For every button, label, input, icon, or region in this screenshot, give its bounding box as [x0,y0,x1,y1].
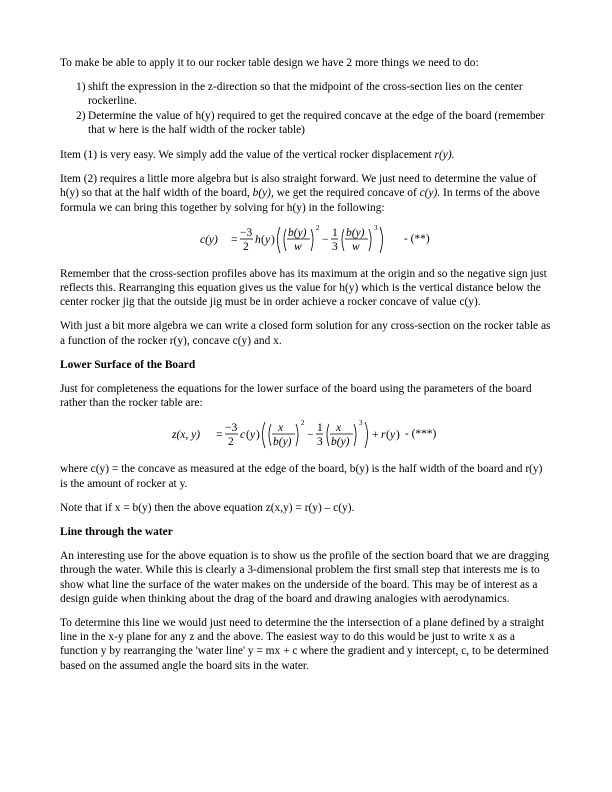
svg-text:1: 1 [317,422,323,435]
svg-text:x: x [336,422,342,435]
determine-paragraph: To determine this line we would just need to determine the the intersection of a plane defined by a straight line in the x-y plane for any z and the above. The easiest way to do this would be just to write x as a function y by rearranging the 'water line' y = mx + c where the gradient and y intercept, c, to be determined based on the assumed angle the board sits in the water. [60,617,549,672]
svg-text:w: w [352,240,360,253]
todo-list [60,80,552,137]
svg-text:2: 2 [228,436,234,449]
svg-text:): ) [271,233,275,246]
equation-concave [60,219,552,259]
heading-line-through-water: Line through the water [60,526,173,539]
remember-paragraph: Remember that the cross-section profiles above has its maximum at the origin and so the negative sign just reflects this. Rearranging this equation gives us the value for h(y) which is the vertical distance below the center rocker jig that the outside jig must be in order achieve a rocker concave of value c(y). [60,267,547,309]
item2-paragraph [60,172,552,215]
where-paragraph: where c(y) = the concave as measured at the edge of the board, b(y) is the half width of the board and r(y) is the amount of rocker at y. [60,463,543,490]
svg-text:3: 3 [332,240,338,253]
svg-text:2: 2 [243,240,249,253]
eq1-tag: - (**) [404,232,430,245]
list-item-text: Determine the value of h(y) required to get the required concave at the edge of the board (remember that w here is the half width of the rocker table) [88,109,545,136]
svg-text:−3: −3 [225,422,238,435]
svg-text:y: y [250,429,256,442]
interesting-paragraph: An interesting use for the above equation is to show us the profile of the section board that we are dragging through the water. While this is clearly a 3-dimensional problem the first small step that interests me is to show what line the surface of the water makes on the underside of the board. This may be of interest as a design guide when thinking about the drag of the board and drawing analogies with aerodynamics. [60,550,550,605]
item2-italic-d: c(y). [419,187,441,200]
svg-text:): ) [396,429,400,442]
svg-text:r: r [381,429,386,442]
list-item-number: 1) [76,81,86,94]
item2-text-e: In terms of the above formula we can bring this together by solving for h(y) in the following: [60,187,540,214]
eq2-lhs: z(x, y) [172,429,201,442]
svg-text:c: c [240,429,246,442]
svg-text:h: h [255,233,261,246]
svg-text:3: 3 [374,223,378,232]
item1-text: Item (1) is very easy. We simply add the value of the vertical rocker displacement [60,149,435,162]
svg-text:(: ( [261,233,265,246]
svg-text:b(y): b(y) [331,436,350,449]
list-item [60,109,552,137]
svg-text:3: 3 [359,419,363,428]
list-item-text: shift the expression in the z-direction so that the midpoint of the cross-section lies on the center rockerline. [88,81,523,108]
item1-italic: r(y). [434,149,455,162]
svg-text:3: 3 [317,436,323,449]
heading-lower-surface: Lower Surface of the Board [60,358,196,371]
svg-text:2: 2 [316,223,320,232]
svg-text:): ) [256,429,260,442]
svg-text:+: + [372,429,379,442]
item2-text-a: Item (2) requires a little more algebra but is also straight forward. We just need to determine the value of h(y) so that at the half width of the board, [60,173,537,200]
closed-form-paragraph: With just a bit more algebra we can write a closed form solution for any cross-section on the rocker table as a function of the rocker r(y), concave c(y) and x. [60,320,551,347]
eq1-lhs: c(y) [200,233,218,246]
svg-text:x: x [278,422,284,435]
equation-lower-surface [60,414,552,454]
svg-text:y: y [390,429,396,442]
list-item [60,80,552,108]
svg-text:1: 1 [332,226,338,239]
item1-paragraph [60,148,552,162]
svg-text:−: − [322,233,329,246]
svg-text:=: = [216,429,223,442]
svg-text:=: = [231,233,238,246]
svg-text:b(y): b(y) [346,226,365,239]
completeness-paragraph: Just for completeness the equations for the lower surface of the board using the parameters of the board rather than the rocker table are: [60,383,532,410]
svg-text:y: y [265,233,271,246]
svg-text:(: ( [386,429,390,442]
item2-italic-b: b(y), [252,187,274,200]
eq2-tag: - (***) [405,428,437,441]
list-item-number: 2) [76,109,86,122]
svg-text:−3: −3 [240,226,253,239]
svg-text:−: − [307,429,314,442]
item2-text-c: we get the required concave of [273,187,420,200]
document-page [60,56,552,683]
svg-text:w: w [294,240,302,253]
svg-text:(: ( [246,429,250,442]
svg-text:b(y): b(y) [273,436,292,449]
note-paragraph: Note that if x = b(y) then the above equation z(x,y) = r(y) – c(y). [60,501,355,514]
intro-paragraph: To make be able to apply it to our rocker table design we have 2 more things we need to do: [60,57,479,69]
svg-text:2: 2 [301,419,305,428]
svg-text:b(y): b(y) [288,226,307,239]
